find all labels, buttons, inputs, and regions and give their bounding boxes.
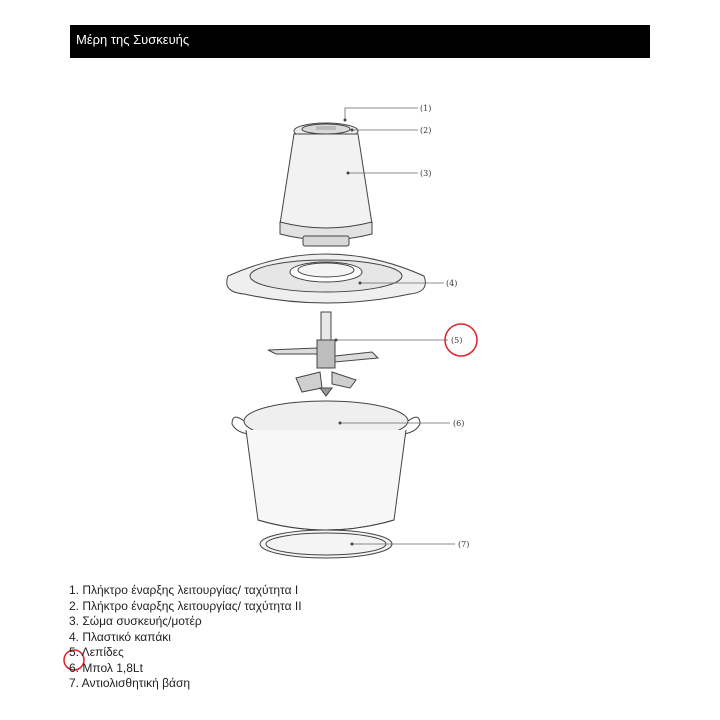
list-item: 1. Πλήκτρο έναρξης λειτουργίας/ ταχύτητα I xyxy=(69,583,299,597)
callout-label-5: (5) xyxy=(451,336,463,345)
callout-label-1: (1) xyxy=(420,104,432,113)
list-item: 6. Μπολ 1,8Lt xyxy=(69,660,143,675)
list-item: 7. Αντιολισθητική βάση xyxy=(69,676,191,690)
section-title: Μέρη της Συσκευής xyxy=(76,32,190,47)
list-item: 5. Λεπίδες xyxy=(69,645,124,659)
callout-label-6: (6) xyxy=(453,419,465,428)
callout-label-2: (2) xyxy=(420,126,432,135)
callout-label-3: (3) xyxy=(420,169,432,178)
callout-label-4: (4) xyxy=(446,279,458,288)
motor-body xyxy=(280,134,372,246)
bowl xyxy=(232,401,420,530)
plastic-lid xyxy=(227,254,426,303)
parts-list xyxy=(69,583,302,692)
callout-label-7: (7) xyxy=(458,540,470,549)
list-item: 3. Σώμα συσκευής/μοτέρ xyxy=(69,614,202,628)
list-item: 2. Πλήκτρο έναρξης λειτουργίας/ ταχύτητα II xyxy=(69,598,302,613)
list-item: 4. Πλαστικό καπάκι xyxy=(69,629,171,644)
blade-assembly xyxy=(268,312,378,396)
